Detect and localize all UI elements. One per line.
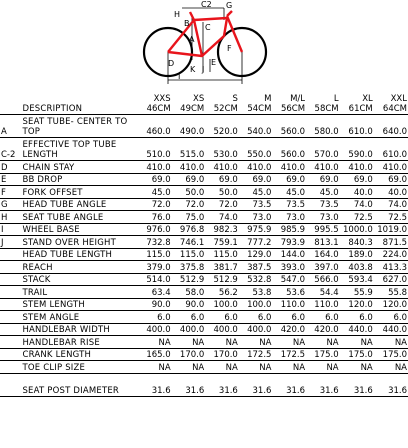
- row-description: HEAD TUBE ANGLE: [20, 198, 138, 211]
- row-value: 72.0: [205, 198, 239, 211]
- row-value: NA: [138, 336, 172, 349]
- row-value: 31.6: [306, 373, 340, 396]
- row-description: CHAIN STAY: [20, 161, 138, 174]
- row-value: 69.0: [138, 173, 172, 186]
- row-value: 144.0: [272, 248, 306, 261]
- table-row: [0, 173, 408, 186]
- diagram-label: D: [168, 59, 175, 68]
- row-id: [0, 248, 20, 261]
- row-value: 1000.0: [340, 223, 374, 236]
- row-value: 72.0: [172, 198, 206, 211]
- row-value: 6.0: [374, 311, 408, 324]
- row-id: [0, 373, 20, 396]
- row-value: 50.0: [172, 186, 206, 199]
- diagram-label: A: [189, 35, 195, 44]
- size-header: M/L 56CM: [272, 84, 306, 115]
- row-value: 45.0: [239, 186, 273, 199]
- bike-geometry-diagram: [132, 0, 272, 84]
- row-value: 90.0: [138, 298, 172, 311]
- row-value: 224.0: [374, 248, 408, 261]
- row-value: 31.6: [172, 373, 206, 396]
- row-value: 56.2: [205, 286, 239, 299]
- table-row: [0, 115, 408, 138]
- size-header: XXS 46CM: [138, 84, 172, 115]
- row-value: 69.0: [340, 173, 374, 186]
- row-value: 69.0: [306, 173, 340, 186]
- row-value: 759.1: [205, 236, 239, 249]
- row-value: 379.0: [138, 261, 172, 274]
- row-value: NA: [340, 336, 374, 349]
- geometry-table-body: [0, 115, 408, 397]
- row-description: EFFECTIVE TOP TUBE LENGTH: [20, 138, 138, 161]
- row-value: 31.6: [374, 373, 408, 396]
- row-value: 31.6: [340, 373, 374, 396]
- row-value: 995.5: [306, 223, 340, 236]
- row-value: 400.0: [205, 323, 239, 336]
- row-value: 75.0: [172, 211, 206, 224]
- row-value: 189.0: [340, 248, 374, 261]
- row-value: 31.6: [272, 373, 306, 396]
- row-value: 420.0: [306, 323, 340, 336]
- row-value: NA: [272, 336, 306, 349]
- row-value: 590.0: [340, 138, 374, 161]
- row-value: 460.0: [138, 115, 172, 138]
- row-value: 560.0: [272, 115, 306, 138]
- row-value: 410.0: [205, 161, 239, 174]
- row-value: 440.0: [374, 323, 408, 336]
- diagram-label: C2: [201, 0, 212, 9]
- row-value: 69.0: [172, 173, 206, 186]
- diagram-label: C: [205, 23, 211, 32]
- row-value: NA: [374, 336, 408, 349]
- row-value: 129.0: [239, 248, 273, 261]
- row-value: NA: [340, 361, 374, 374]
- row-value: 175.0: [374, 348, 408, 361]
- row-description: STEM LENGTH: [20, 298, 138, 311]
- row-description: HEAD TUBE LENGTH: [20, 248, 138, 261]
- row-value: 532.8: [239, 273, 273, 286]
- row-value: 490.0: [172, 115, 206, 138]
- row-value: 410.0: [239, 161, 273, 174]
- row-description: SEAT TUBE ANGLE: [20, 211, 138, 224]
- row-id: [0, 273, 20, 286]
- row-value: 982.3: [205, 223, 239, 236]
- row-id: [0, 261, 20, 274]
- row-id: [0, 311, 20, 324]
- table-row: [0, 161, 408, 174]
- row-value: 1019.0: [374, 223, 408, 236]
- row-value: NA: [205, 336, 239, 349]
- row-description: CRANK LENGTH: [20, 348, 138, 361]
- row-value: 40.0: [374, 186, 408, 199]
- row-value: 985.9: [272, 223, 306, 236]
- row-value: 73.0: [306, 211, 340, 224]
- row-id: A: [0, 115, 20, 138]
- row-value: 440.0: [340, 323, 374, 336]
- row-value: 69.0: [272, 173, 306, 186]
- row-value: 170.0: [205, 348, 239, 361]
- row-value: 393.0: [272, 261, 306, 274]
- size-header: XXL 64CM: [374, 84, 408, 115]
- row-value: 100.0: [239, 298, 273, 311]
- table-row: [0, 348, 408, 361]
- row-value: 976.0: [138, 223, 172, 236]
- row-id: [0, 361, 20, 374]
- table-row: [0, 336, 408, 349]
- row-value: 100.0: [205, 298, 239, 311]
- diagram-label: J: [202, 65, 205, 74]
- row-id: F: [0, 186, 20, 199]
- geometry-table: [0, 84, 408, 397]
- row-value: 69.0: [205, 173, 239, 186]
- table-row: [0, 261, 408, 274]
- table-row: [0, 286, 408, 299]
- row-value: 164.0: [306, 248, 340, 261]
- row-value: 115.0: [205, 248, 239, 261]
- diagram-label: K: [190, 65, 196, 74]
- row-value: 50.0: [205, 186, 239, 199]
- row-value: 410.0: [172, 161, 206, 174]
- row-value: 55.8: [374, 286, 408, 299]
- row-value: 540.0: [239, 115, 273, 138]
- row-value: NA: [374, 361, 408, 374]
- header-id-cell: [0, 84, 20, 115]
- row-value: 69.0: [239, 173, 273, 186]
- row-value: 6.0: [340, 311, 374, 324]
- row-value: NA: [239, 336, 273, 349]
- row-value: 547.0: [272, 273, 306, 286]
- row-id: D: [0, 161, 20, 174]
- row-value: 120.0: [340, 298, 374, 311]
- row-value: 31.6: [138, 373, 172, 396]
- row-value: 72.5: [340, 211, 374, 224]
- diagram-label: B: [184, 19, 190, 28]
- row-value: 560.0: [272, 138, 306, 161]
- row-id: [0, 286, 20, 299]
- row-description: SEAT POST DIAMETER: [20, 373, 138, 396]
- row-description: TRAIL: [20, 286, 138, 299]
- row-value: 410.0: [374, 161, 408, 174]
- row-value: 413.3: [374, 261, 408, 274]
- row-value: 74.0: [205, 211, 239, 224]
- row-value: 45.0: [272, 186, 306, 199]
- row-description: REACH: [20, 261, 138, 274]
- row-value: 115.0: [138, 248, 172, 261]
- row-value: NA: [205, 361, 239, 374]
- row-value: 550.0: [239, 138, 273, 161]
- diagram-label: G: [226, 1, 233, 10]
- table-row: [0, 361, 408, 374]
- table-row: [0, 138, 408, 161]
- row-value: NA: [172, 336, 206, 349]
- row-value: 520.0: [205, 115, 239, 138]
- row-value: 400.0: [239, 323, 273, 336]
- row-value: 610.0: [374, 138, 408, 161]
- table-row: [0, 373, 408, 396]
- table-header-row: [0, 84, 408, 115]
- row-value: 777.2: [239, 236, 273, 249]
- row-value: 90.0: [172, 298, 206, 311]
- row-value: 381.7: [205, 261, 239, 274]
- row-value: 400.0: [172, 323, 206, 336]
- size-header: XS 49CM: [172, 84, 206, 115]
- row-id: J: [0, 236, 20, 249]
- row-value: 975.9: [239, 223, 273, 236]
- row-value: 54.4: [306, 286, 340, 299]
- row-value: 110.0: [306, 298, 340, 311]
- row-value: 627.0: [374, 273, 408, 286]
- row-value: 871.5: [374, 236, 408, 249]
- table-row: [0, 311, 408, 324]
- row-value: 512.9: [172, 273, 206, 286]
- row-value: 566.0: [306, 273, 340, 286]
- row-id: [0, 298, 20, 311]
- row-description: TOE CLIP SIZE: [20, 361, 138, 374]
- row-description: HANDLEBAR RISE: [20, 336, 138, 349]
- table-row: [0, 223, 408, 236]
- row-value: 175.0: [340, 348, 374, 361]
- row-value: 72.5: [374, 211, 408, 224]
- row-value: 403.8: [340, 261, 374, 274]
- row-description: STAND OVER HEIGHT: [20, 236, 138, 249]
- row-value: 115.0: [172, 248, 206, 261]
- row-value: 6.0: [205, 311, 239, 324]
- row-value: 640.0: [374, 115, 408, 138]
- row-value: 165.0: [138, 348, 172, 361]
- row-value: 73.5: [239, 198, 273, 211]
- row-value: 74.0: [340, 198, 374, 211]
- row-value: 72.0: [138, 198, 172, 211]
- row-value: 53.8: [239, 286, 273, 299]
- row-value: 510.0: [138, 138, 172, 161]
- row-id: I: [0, 223, 20, 236]
- row-value: 976.8: [172, 223, 206, 236]
- row-value: NA: [138, 361, 172, 374]
- row-id: [0, 336, 20, 349]
- row-value: 593.4: [340, 273, 374, 286]
- row-value: 570.0: [306, 138, 340, 161]
- row-id: [0, 323, 20, 336]
- row-description: STEM ANGLE: [20, 311, 138, 324]
- row-value: 410.0: [138, 161, 172, 174]
- row-value: 840.3: [340, 236, 374, 249]
- row-id: G: [0, 198, 20, 211]
- row-value: 6.0: [172, 311, 206, 324]
- row-value: 45.0: [138, 186, 172, 199]
- row-value: 120.0: [374, 298, 408, 311]
- size-header: XL 61CM: [340, 84, 374, 115]
- row-value: NA: [172, 361, 206, 374]
- row-value: 73.5: [272, 198, 306, 211]
- table-row: [0, 211, 408, 224]
- row-id: E: [0, 173, 20, 186]
- row-value: NA: [272, 361, 306, 374]
- table-row: [0, 248, 408, 261]
- row-value: 55.9: [340, 286, 374, 299]
- row-value: 397.0: [306, 261, 340, 274]
- diagram-label: E: [211, 58, 217, 67]
- row-value: 580.0: [306, 115, 340, 138]
- row-value: 514.0: [138, 273, 172, 286]
- diagram-label: H: [174, 10, 181, 19]
- row-value: 515.0: [172, 138, 206, 161]
- row-value: 375.8: [172, 261, 206, 274]
- table-row: [0, 236, 408, 249]
- diagram-label: I: [178, 72, 181, 81]
- row-value: 73.5: [306, 198, 340, 211]
- row-value: 110.0: [272, 298, 306, 311]
- row-value: 813.1: [306, 236, 340, 249]
- table-row: [0, 198, 408, 211]
- row-value: 31.6: [205, 373, 239, 396]
- row-description: HANDLEBAR WIDTH: [20, 323, 138, 336]
- size-header: L 58CM: [306, 84, 340, 115]
- row-value: 172.5: [239, 348, 273, 361]
- row-description: WHEEL BASE: [20, 223, 138, 236]
- row-description: STACK: [20, 273, 138, 286]
- row-value: 793.9: [272, 236, 306, 249]
- row-value: 746.1: [172, 236, 206, 249]
- table-row: [0, 273, 408, 286]
- diagram-label: F: [227, 44, 232, 53]
- row-value: 53.6: [272, 286, 306, 299]
- row-value: 175.0: [306, 348, 340, 361]
- row-value: 420.0: [272, 323, 306, 336]
- row-value: 73.0: [239, 211, 273, 224]
- row-value: 74.0: [374, 198, 408, 211]
- row-value: 512.9: [205, 273, 239, 286]
- header-description: DESCRIPTION: [20, 84, 138, 115]
- row-id: H: [0, 211, 20, 224]
- table-row: [0, 323, 408, 336]
- size-header: S 52CM: [205, 84, 239, 115]
- row-value: 6.0: [239, 311, 273, 324]
- row-value: 58.0: [172, 286, 206, 299]
- row-id: [0, 348, 20, 361]
- row-value: 6.0: [306, 311, 340, 324]
- row-value: 610.0: [340, 115, 374, 138]
- row-value: 69.0: [374, 173, 408, 186]
- row-value: NA: [306, 361, 340, 374]
- row-value: 172.5: [272, 348, 306, 361]
- row-description: SEAT TUBE- CENTER TO TOP: [20, 115, 138, 138]
- table-row: [0, 186, 408, 199]
- row-value: 40.0: [340, 186, 374, 199]
- row-value: 410.0: [306, 161, 340, 174]
- row-value: 410.0: [340, 161, 374, 174]
- row-value: 63.4: [138, 286, 172, 299]
- row-value: 732.8: [138, 236, 172, 249]
- row-description: BB DROP: [20, 173, 138, 186]
- row-value: 45.0: [306, 186, 340, 199]
- row-value: 6.0: [272, 311, 306, 324]
- row-value: 530.0: [205, 138, 239, 161]
- row-value: 73.0: [272, 211, 306, 224]
- row-value: 400.0: [138, 323, 172, 336]
- row-value: 410.0: [272, 161, 306, 174]
- row-id: C-2: [0, 138, 20, 161]
- row-value: 31.6: [239, 373, 273, 396]
- row-value: 387.5: [239, 261, 273, 274]
- size-header: M 54CM: [239, 84, 273, 115]
- row-description: FORK OFFSET: [20, 186, 138, 199]
- row-value: NA: [306, 336, 340, 349]
- table-row: [0, 298, 408, 311]
- row-value: NA: [239, 361, 273, 374]
- row-value: 6.0: [138, 311, 172, 324]
- row-value: 76.0: [138, 211, 172, 224]
- row-value: 170.0: [172, 348, 206, 361]
